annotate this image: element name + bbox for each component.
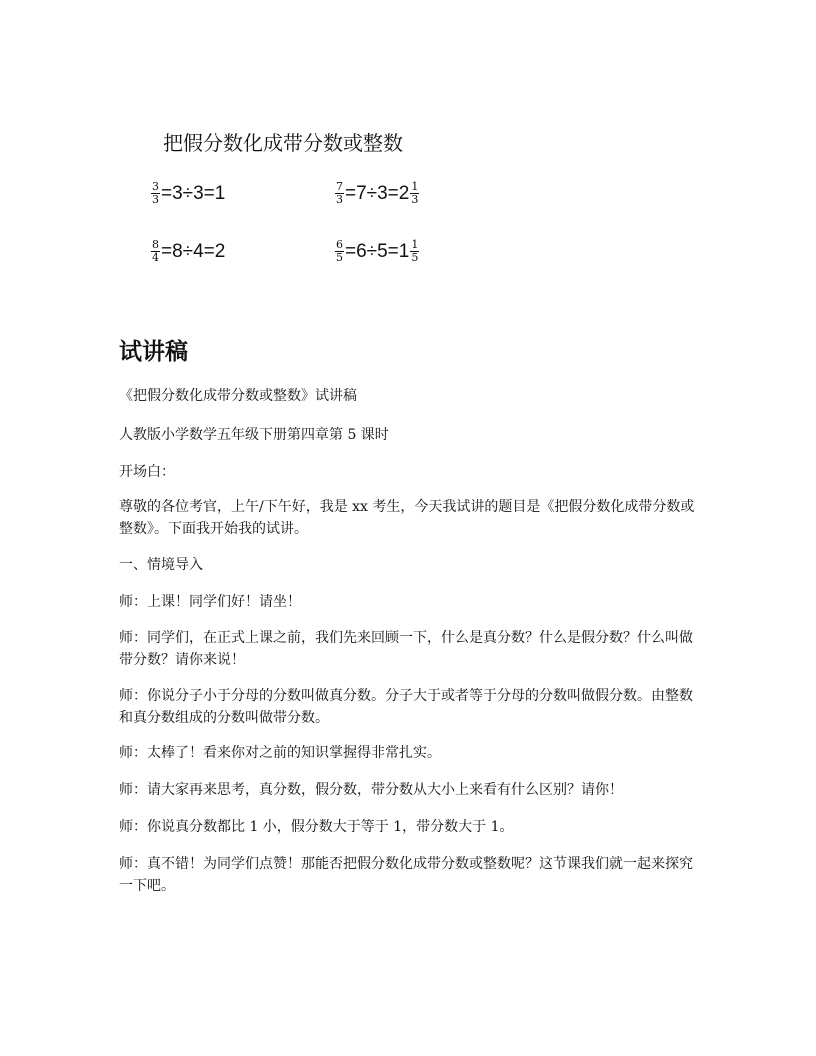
section-item-heading: 一、情境导入	[119, 557, 203, 573]
equation-1	[150, 181, 225, 206]
mixed-fraction: $\frac{1}{5}$	[411, 238, 419, 264]
paragraph: 师：同学们，在正式上课之前，我们先来回顾一下，什么是真分数？什么是假分数？什么叫做带分数？请你来说！	[119, 630, 693, 668]
equation-2	[334, 181, 420, 206]
lesson-info: 人教版小学数学五年级下册第四章第 5 课时	[119, 427, 389, 443]
paragraph: 师：上课！同学们好！请坐！	[119, 594, 301, 610]
paragraph: 尊敬的各位考官，上午/下午好，我是 xx 考生，今天我试讲的题目是《把假分数化成带分数或整数》。下面我开始我的试讲。	[119, 499, 695, 537]
board-title: 把假分数化成带分数或整数	[163, 131, 403, 155]
paragraph: 师：太棒了！看来你对之前的知识掌握得非常扎实。	[119, 745, 441, 761]
equation-4	[334, 239, 420, 264]
mixed-fraction: $\frac{1}{3}$	[411, 180, 419, 206]
fraction: $\frac{8}{4}$	[152, 238, 159, 264]
fraction: $\frac{7}{3}$	[336, 180, 343, 206]
equation-expression: =3÷3=1	[161, 182, 226, 204]
paragraph: 师：请大家再来思考，真分数，假分数，带分数从大小上来看有什么区别？请你！	[119, 782, 623, 798]
paragraph: 师：你说分子小于分母的分数叫做真分数。分子大于或者等于分母的分数叫做假分数。由整数和真分数组成的分数叫做带分数。	[119, 688, 693, 726]
paragraph: 师：你说真分数都比 1 小，假分数大于等于 1，带分数大于 1。	[119, 819, 514, 835]
paragraph: 师：真不错！为同学们点赞！那能否把假分数化成带分数或整数呢？这节课我们就一起来探究一下吧。	[119, 856, 693, 894]
equation-expression: =6÷5=1	[345, 240, 410, 262]
equation-3	[150, 239, 225, 264]
script-title: 《把假分数化成带分数或整数》试讲稿	[119, 388, 357, 404]
equation-expression: =7÷3=2	[345, 182, 410, 204]
fraction: $\frac{6}{5}$	[336, 238, 343, 264]
fraction: $\frac{3}{3}$	[152, 180, 159, 206]
section-heading: 试讲稿	[119, 339, 188, 365]
equation-expression: =8÷4=2	[161, 240, 226, 262]
opening-label: 开场白：	[119, 464, 175, 480]
